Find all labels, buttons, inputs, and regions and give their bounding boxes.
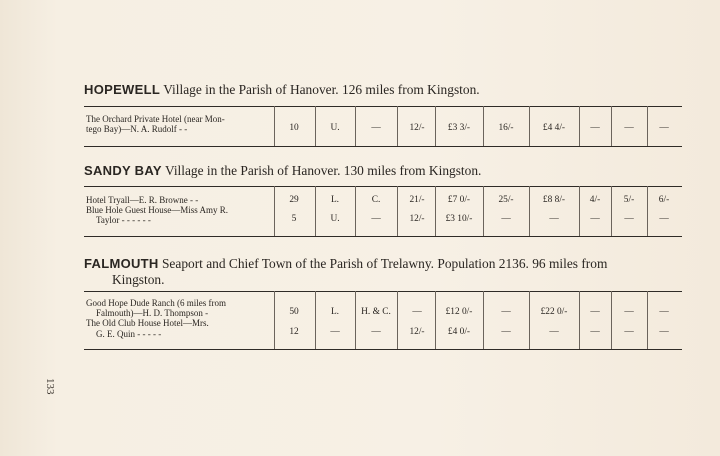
column-divider	[483, 106, 484, 146]
table-row: 10 U. — 12/- £3 3/- 16/- £4 4/- — — —	[289, 123, 669, 133]
hotel-name: The Orchard Private Hotel (near Mon- tego Bay)—N. A. Rudolf - -	[86, 114, 225, 135]
column-divider	[579, 186, 580, 236]
column-divider	[315, 291, 316, 349]
column-divider	[435, 106, 436, 146]
place-description-continued: Kingston.	[112, 272, 165, 287]
section-hopewell	[84, 82, 682, 135]
column-divider	[483, 291, 484, 349]
column-divider	[435, 291, 436, 349]
section-heading	[84, 256, 682, 272]
table-bottom-rule	[84, 146, 682, 147]
column-divider	[579, 291, 580, 349]
column-divider	[355, 186, 356, 236]
column-divider	[397, 186, 398, 236]
column-divider	[274, 291, 275, 349]
place-description: Village in the Parish of Hanover. 126 miles from Kingston.	[163, 82, 480, 97]
column-divider	[529, 186, 530, 236]
table-top-rule	[84, 186, 682, 187]
table-top-rule	[84, 291, 682, 292]
column-divider	[355, 291, 356, 349]
place-description: Village in the Parish of Hanover. 130 miles from Kingston.	[164, 163, 482, 178]
table-row: 5 U. — 12/- £3 10/- — — — — —	[291, 214, 669, 224]
place-name: FALMOUTH	[84, 256, 159, 271]
column-divider	[435, 186, 436, 236]
hotel-name: Hotel Tryall—E. R. Browne - - Blue Hole Guest House—Miss Amy R. Taylor - - - - - -	[86, 195, 229, 226]
section-falmouth	[84, 256, 682, 339]
column-divider	[647, 106, 648, 146]
column-divider	[355, 106, 356, 146]
column-divider	[647, 186, 648, 236]
column-divider	[274, 106, 275, 146]
column-divider	[529, 291, 530, 349]
column-divider	[529, 106, 530, 146]
column-divider	[611, 186, 612, 236]
column-divider	[611, 291, 612, 349]
table-top-rule	[84, 106, 682, 107]
column-divider	[579, 106, 580, 146]
column-divider	[274, 186, 275, 236]
column-divider	[611, 106, 612, 146]
column-divider	[315, 106, 316, 146]
table-row: 29 L. C. 21/- £7 0/- 25/- £8 8/- 4/- 5/- 6/-	[289, 195, 670, 205]
section-sandy-bay	[84, 163, 682, 226]
hotel-name: Good Hope Dude Ranch (6 miles from Falmouth)—H. D. Thompson - The Old Club House Hotel—Mrs. G. E. Quin - - - - -	[86, 298, 226, 339]
column-divider	[647, 291, 648, 349]
table-row: 12 — — 12/- £4 0/- — — — — —	[289, 327, 669, 337]
place-description: Seaport and Chief Town of the Parish of Trelawny. Population 2136. 96 miles from	[161, 256, 608, 271]
table-bottom-rule	[84, 236, 682, 237]
table-bottom-rule	[84, 349, 682, 350]
column-divider	[397, 106, 398, 146]
column-divider	[483, 186, 484, 236]
section-heading	[84, 82, 682, 98]
table-row: 50 L. H. & C. — £12 0/- — £22 0/- — — —	[289, 307, 669, 317]
section-heading	[84, 163, 682, 179]
page-number: 133	[44, 378, 56, 395]
column-divider	[397, 291, 398, 349]
place-name: SANDY BAY	[84, 163, 162, 178]
column-divider	[315, 186, 316, 236]
place-name: HOPEWELL	[84, 82, 161, 97]
